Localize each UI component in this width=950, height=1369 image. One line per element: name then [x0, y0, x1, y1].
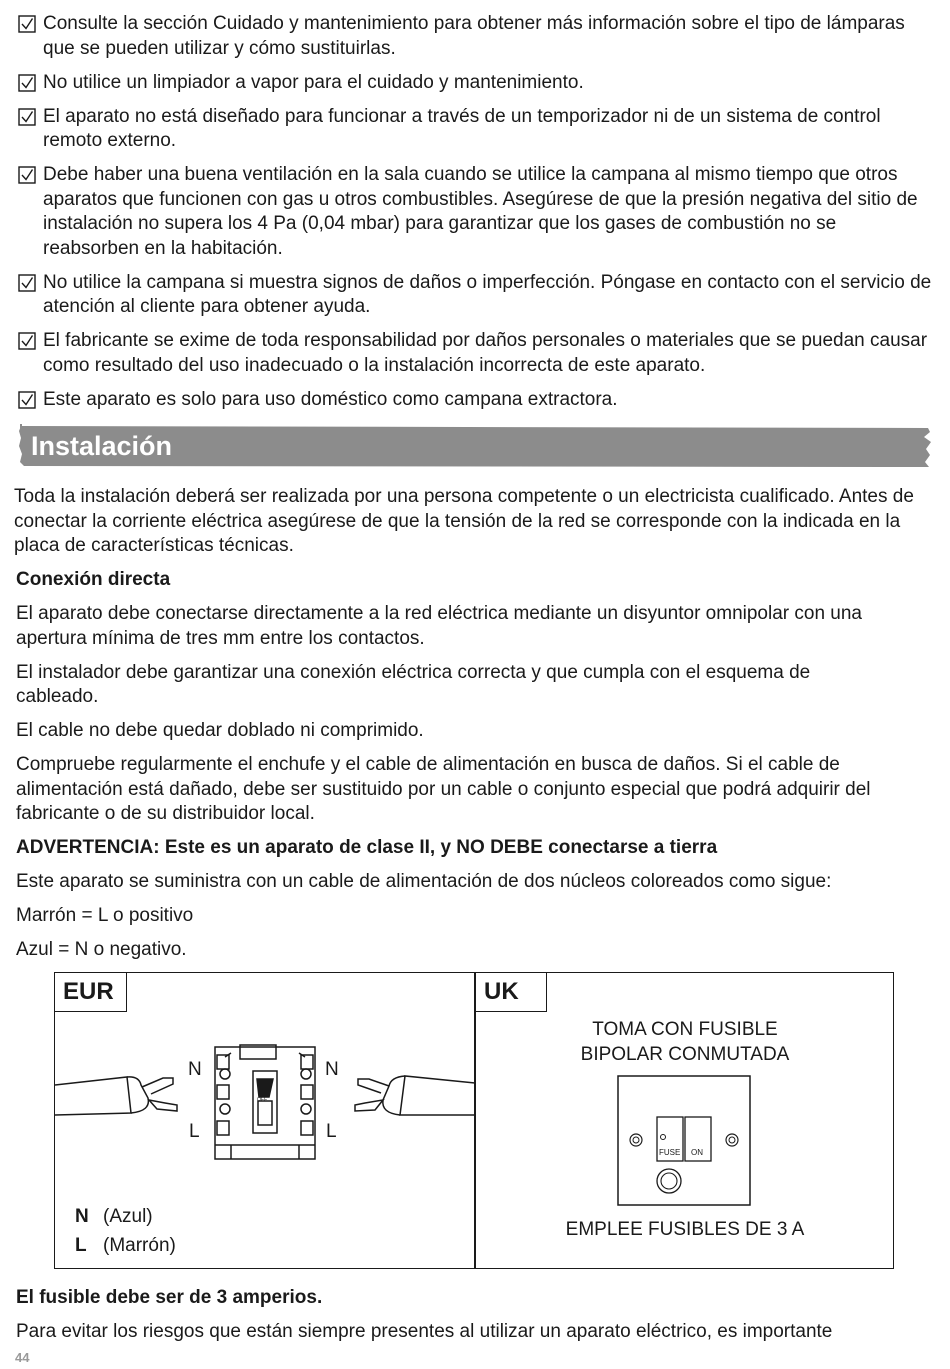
section-title: Instalación — [31, 431, 173, 461]
warning-text: ADVERTENCIA: Este es un aparato de clase II, y NO DEBE conectarse a tierra — [16, 837, 718, 858]
page-number: 44 — [15, 1350, 30, 1365]
right-cable — [355, 1076, 475, 1115]
brown-wire-text: Marrón = L o positivo — [16, 905, 194, 926]
legend-l: L (Marrón) — [75, 1235, 176, 1256]
safety-checklist — [18, 12, 933, 422]
paragraph: Compruebe regularmente el enchufe y el cable de alimentación en busca de daños. Si el cable de alimentación está dañado, debe ser sustituido por un cable o conjunto especial que podrá adquirir del fabricante o de su distribuidor local. — [16, 754, 871, 824]
checklist-item — [18, 71, 933, 96]
subheading: Conexión directa — [16, 569, 171, 590]
section-banner — [18, 424, 932, 468]
left-cable — [55, 1077, 177, 1115]
checkbox-icon — [18, 12, 43, 61]
risk-paragraph: Para evitar los riesgos que están siempre presentes al utilizar un aparato eléctrico, es importante — [16, 1321, 833, 1342]
after-diagram — [16, 1286, 936, 1354]
fuse-label: FUSE — [659, 1148, 681, 1157]
wiring-diagram — [54, 972, 894, 1269]
checkbox-icon — [18, 329, 43, 378]
fused-spur-drawing — [617, 1075, 751, 1206]
checklist-item — [18, 163, 933, 261]
installation-content — [16, 485, 936, 972]
checklist-item — [18, 12, 933, 61]
checklist-text: Este aparato es solo para uso doméstico como campana extractora. — [43, 388, 618, 410]
eur-l-right: L — [326, 1121, 337, 1142]
on-label: ON — [691, 1148, 703, 1157]
uk-tag: UK — [475, 972, 547, 1012]
legend-n: N (Azul) — [75, 1206, 153, 1227]
checklist-text: Debe haber una buena ventilación en la sala cuando se utilice la campana al mismo tiempo que otros aparatos que funcionen con gas u otros combustibles. Asegúrese de que la presión negativa del sitio de instalación no supera los 4 Pa (0,04 mbar) para garantizar que los gases de combustión no se reabsorben en la habitación. — [43, 164, 918, 259]
checklist-text: Consulte la sección Cuidado y mantenimiento para obtener más información sobre el tipo de lámparas que se pueden utilizar y cómo sustituirlas. — [43, 13, 905, 59]
intro-paragraph: Toda la instalación deberá ser realizada por una persona competente o un electricista cualificado. Antes de conectar la corriente eléctrica asegúrese de que la tensión de la red se corresponde con la indicada en la placa de características técnicas. — [14, 486, 914, 556]
switch-text: OFF — [257, 1097, 267, 1103]
fuse-note: El fusible debe ser de 3 amperios. — [16, 1287, 323, 1308]
checklist-text: No utilice la campana si muestra signos de daños o imperfección. Póngase en contacto con el servicio de atención al cliente para obtener ayuda. — [43, 271, 932, 317]
checkbox-icon — [18, 71, 43, 96]
checklist-item — [18, 388, 933, 413]
checklist-text: El aparato no está diseñado para funcionar a través de un temporizador ni de un sistema de control remoto externo. — [43, 105, 881, 151]
checklist-item — [18, 329, 933, 378]
checklist-text: No utilice un limpiador a vapor para el cuidado y mantenimiento. — [43, 71, 584, 93]
eur-n-left: N — [188, 1059, 202, 1080]
eur-n-right: N — [325, 1059, 339, 1080]
eur-tag: EUR — [54, 972, 127, 1012]
checklist-text: El fabricante se exime de toda responsabilidad por daños personales o materiales que se puedan causar como resultado del uso inadecuado o la instalación incorrecta de este aparato. — [43, 330, 928, 376]
paragraph: El aparato debe conectarse directamente a la red eléctrica mediante un disyuntor omnipolar con una apertura mínima de tres mm entre los contactos. — [16, 603, 863, 649]
checklist-item — [18, 105, 933, 154]
eur-l-left: L — [189, 1121, 200, 1142]
checkbox-icon — [18, 271, 43, 320]
checkbox-icon — [18, 388, 43, 413]
checklist-item — [18, 271, 933, 320]
uk-title-line1: TOMA CON FUSIBLE — [592, 1019, 778, 1040]
uk-footer: EMPLEE FUSIBLES DE 3 A — [565, 1219, 805, 1240]
blue-wire-text: Azul = N o negativo. — [16, 939, 187, 960]
uk-title-line2: BIPOLAR CONMUTADA — [580, 1044, 790, 1065]
paragraph: Este aparato se suministra con un cable de alimentación de dos núcleos coloreados como sigue: — [16, 871, 832, 892]
paragraph: El cable no debe quedar doblado ni comprimido. — [16, 720, 424, 741]
checkbox-icon — [18, 163, 43, 261]
checkbox-icon — [18, 105, 43, 154]
paragraph: El instalador debe garantizar una conexión eléctrica correcta y que cumpla con el esquema de cableado. — [16, 661, 811, 707]
